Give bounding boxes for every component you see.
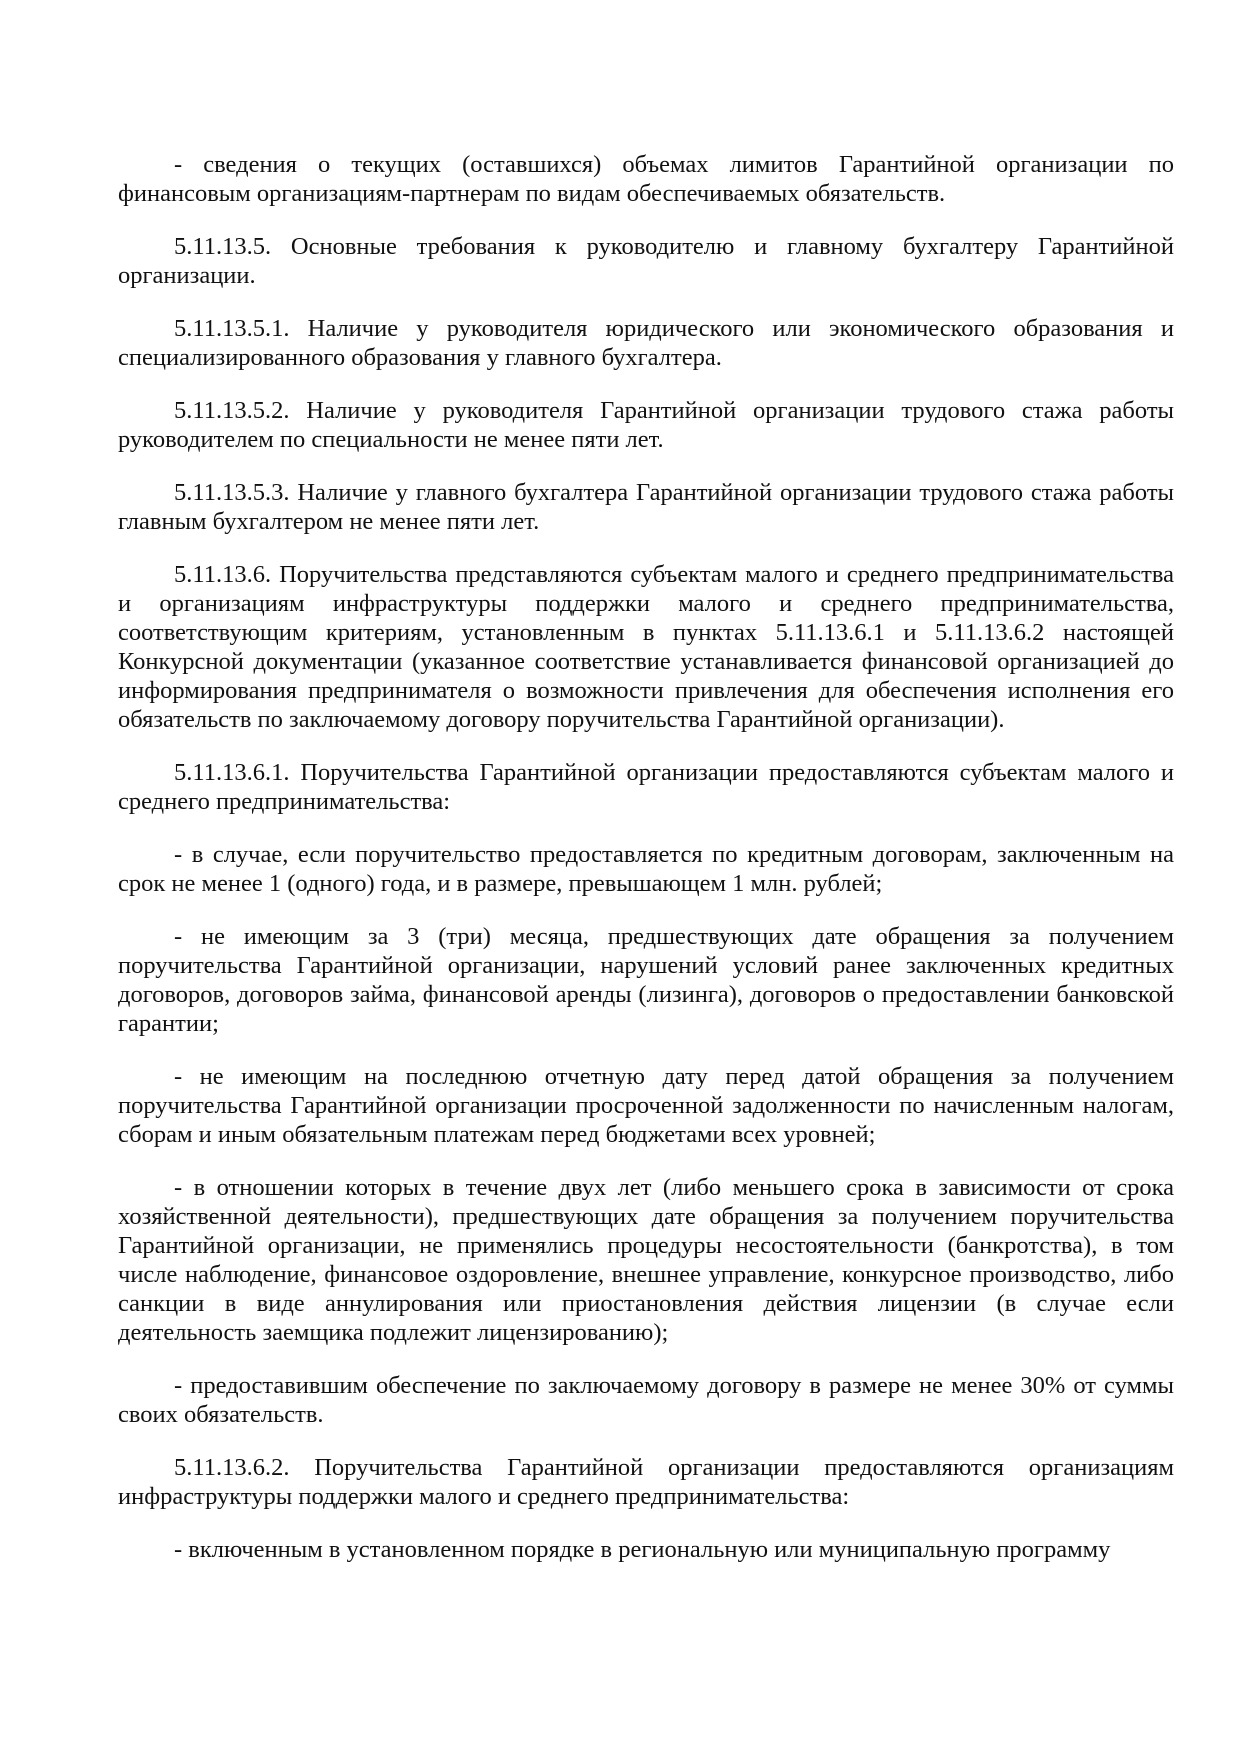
paragraph-5-11-13-5-3: 5.11.13.5.3. Наличие у главного бухгалтера Гарантийной организации трудового стажа работы главным бухгалтером не менее пяти лет. bbox=[118, 479, 1174, 535]
paragraph-no-tax-debt: - не имеющим на последнюю отчетную дату перед датой обращения за получением поручительства Гарантийной организации просроченной задолженности по начисленным налогам, сборам и иным обязательным платежам перед бюджетами всех уровней; bbox=[118, 1063, 1174, 1148]
paragraph-regional-program: - включенным в установленном порядке в региональную или муниципальную программу bbox=[174, 1536, 1111, 1563]
paragraph-5-11-13-6-1: 5.11.13.6.1. Поручительства Гарантийной организации предоставляются субъектам малого и среднего предпринимательства: bbox=[118, 759, 1174, 815]
paragraph-5-11-13-6: 5.11.13.6. Поручительства представляются субъектам малого и среднего предпринимательства и организациям инфраструктуры поддержки малого и среднего предпринимательства, соответствующим критериям, установленным в пунктах 5.11.13.6.1 и 5.11.13.6.2 настоящей Конкурсной документации (указанное соответствие устанавливается финансовой организацией до информирования предпринимателя о возможности привлечения для обеспечения исполнения его обязательств по заключаемому договору поручительства Гарантийной организации). bbox=[118, 561, 1174, 733]
paragraph-collateral: - предоставившим обеспечение по заключаемому договору в размере не менее 30% от суммы своих обязательств. bbox=[118, 1372, 1174, 1428]
paragraph-5-11-13-5: 5.11.13.5. Основные требования к руководителю и главному бухгалтеру Гарантийной организации. bbox=[118, 233, 1174, 289]
paragraph-5-11-13-5-1: 5.11.13.5.1. Наличие у руководителя юридического или экономического образования и специализированного образования у главного бухгалтера. bbox=[118, 315, 1174, 371]
paragraph-limits-info: - сведения о текущих (оставшихся) объемах лимитов Гарантийной организации по финансовым организациям-партнерам по видам обеспечиваемых обязательств. bbox=[118, 151, 1174, 207]
paragraph-5-11-13-5-2: 5.11.13.5.2. Наличие у руководителя Гарантийной организации трудового стажа работы руководителем по специальности не менее пяти лет. bbox=[118, 397, 1174, 453]
document-page bbox=[118, 150, 1174, 1564]
paragraph-credit-term: - в случае, если поручительство предоставляется по кредитным договорам, заключенным на срок не менее 1 (одного) года, и в размере, превышающем 1 млн. рублей; bbox=[118, 841, 1174, 897]
paragraph-5-11-13-6-2: 5.11.13.6.2. Поручительства Гарантийной организации предоставляются организациям инфраструктуры поддержки малого и среднего предпринимательства: bbox=[118, 1454, 1174, 1510]
paragraph-no-bankruptcy: - в отношении которых в течение двух лет (либо меньшего срока в зависимости от срока хозяйственной деятельности), предшествующих дате обращения за получением поручительства Гарантийной организации, не применялись процедуры несостоятельности (банкротства), в том числе наблюдение, финансовое оздоровление, внешнее управление, конкурсное производство, либо санкции в виде аннулирования или приостановления действия лицензии (в случае если деятельность заемщика подлежит лицензированию); bbox=[118, 1174, 1174, 1346]
paragraph-no-violations: - не имеющим за 3 (три) месяца, предшествующих дате обращения за получением поручительства Гарантийной организации, нарушений условий ранее заключенных кредитных договоров, договоров займа, финансовой аренды (лизинга), договоров о предоставлении банковской гарантии; bbox=[118, 923, 1174, 1037]
